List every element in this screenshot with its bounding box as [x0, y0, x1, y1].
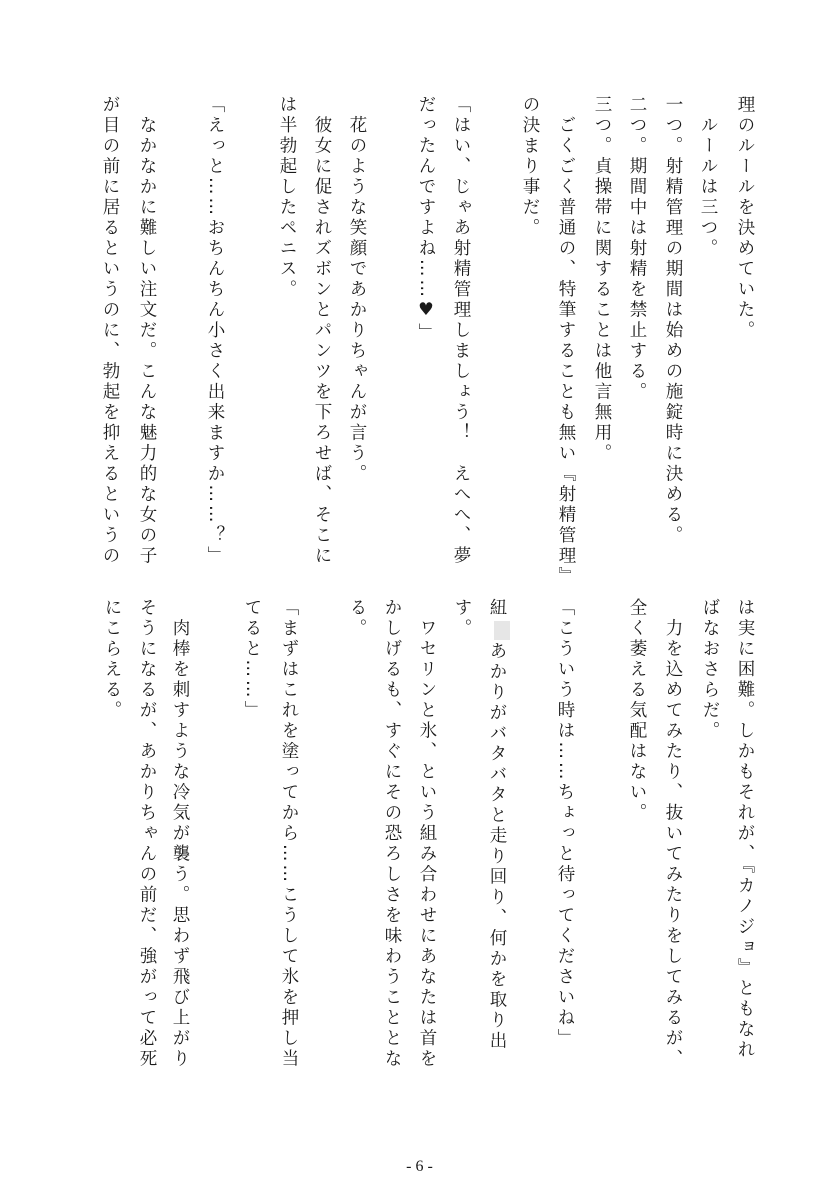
text-column: 三つ。貞操帯に関することは他言無用。: [592, 95, 612, 464]
text-column: は半勃起したペニス。: [277, 95, 297, 300]
text-column: だったんですよね……♥」: [416, 95, 436, 344]
text-column: 「はい、じゃあ射精管理しましょう！ えへへ、夢: [451, 95, 471, 567]
text-column: の決まり事だ。: [520, 95, 540, 239]
masked-char: 紐: [487, 598, 507, 619]
page-number: - 6 -: [406, 1158, 433, 1175]
text-column: が目の前に居るというのに、勃起を抑えるというの: [100, 95, 120, 567]
text-column: 理のルールを決めていた。: [735, 95, 755, 341]
text-span: あかりがバタバタと走り回り、何かを取り出: [487, 641, 507, 1052]
text-column: 「こういう時は……ちょっと待ってくださいね」: [555, 598, 575, 1049]
text-column: 「えっと……おちんちん小さく出来ますか……？」: [205, 95, 225, 567]
text-column-masked: [488, 598, 510, 1052]
text-column: 力を込めてみたり、抜いてみたりをしてみるが、: [663, 598, 683, 1070]
text-column: かしげるも、すぐにその恐ろしさを味わうこととな: [382, 598, 402, 1070]
text-column: 全く萎える気配はない。: [627, 598, 647, 824]
text-column: ワセリンと氷、という組み合わせにあなたは首を: [417, 598, 437, 1070]
redaction-box: [494, 621, 510, 640]
text-column: なかなかに難しい注文だ。こんな魅力的な女の子: [137, 95, 157, 567]
text-column: 彼女に促されズボンとパンツを下ろせば、そこに: [312, 95, 332, 567]
text-column: る。: [347, 598, 367, 639]
text-column: てると……」: [242, 598, 262, 721]
text-column: 二つ。期間中は射精を禁止する。: [627, 95, 647, 403]
text-column: そうになるが、あかりちゃんの前だ、強がって必死: [137, 598, 157, 1070]
text-column: 肉棒を刺すような冷気が襲う。思わず飛び上がり: [170, 598, 190, 1070]
text-column: にこらえる。: [102, 598, 122, 721]
text-column: す。: [452, 598, 472, 639]
text-column: 「まずはこれを塗ってから……こうして氷を押し当: [279, 598, 299, 1070]
text-column: ばなおさらだ。: [700, 598, 720, 742]
text-column: 一つ。射精管理の期間は始めの施錠時に決める。: [663, 95, 683, 546]
text-column: ルールは三つ。: [698, 95, 718, 259]
text-column: は実に困難。しかもそれが、『カノジョ』ともなれ: [735, 598, 755, 1061]
text-column: ごくごく普通の、特筆することも無い『射精管理』: [556, 95, 576, 587]
text-column: 花のような笑顔であかりちゃんが言う。: [347, 95, 367, 485]
